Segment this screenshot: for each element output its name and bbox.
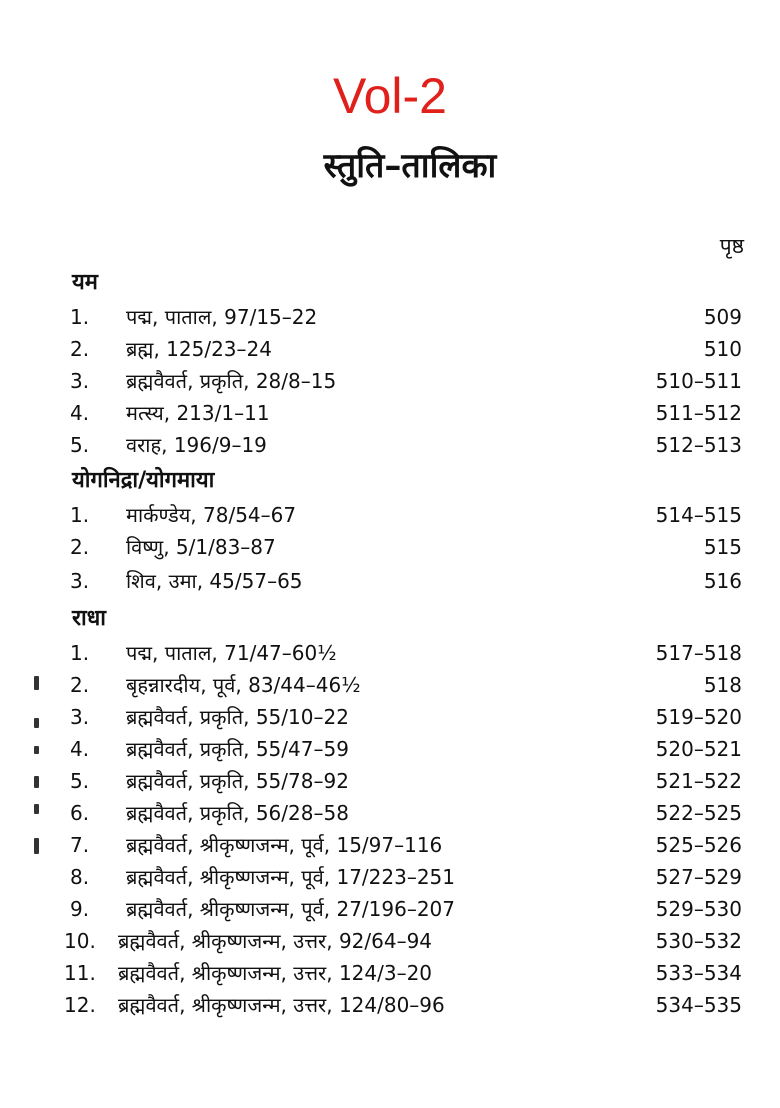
entry-number: 1. xyxy=(70,641,90,665)
margin-scan-marks xyxy=(30,672,46,862)
list-item xyxy=(70,398,742,428)
list-item xyxy=(70,430,742,460)
section-heading-radha: राधा xyxy=(72,606,106,631)
entry-number: 4. xyxy=(70,737,90,761)
entry-reference: ब्रह्मवैवर्त, श्रीकृष्णजन्म, पूर्व, 15/97–116 xyxy=(126,833,443,857)
list-item xyxy=(70,734,742,764)
page-title: स्तुति–तालिका xyxy=(323,146,497,186)
entry-number: 10. xyxy=(64,929,96,953)
entry-number: 2. xyxy=(70,337,90,361)
entry-page: 518 xyxy=(703,673,742,697)
entry-page: 529–530 xyxy=(655,897,742,921)
entry-reference: ब्रह्मवैवर्त, श्रीकृष्णजन्म, पूर्व, 17/223–251 xyxy=(126,865,455,889)
entry-reference: ब्रह्मवैवर्त, प्रकृति, 55/10–22 xyxy=(126,705,349,729)
page-column-header: पृष्ठ xyxy=(719,234,744,258)
entry-page: 516 xyxy=(703,569,742,593)
entry-page: 514–515 xyxy=(655,503,742,527)
entry-number: 1. xyxy=(70,503,90,527)
entry-number: 2. xyxy=(70,673,90,697)
entry-page: 530–532 xyxy=(655,929,742,953)
entry-page: 515 xyxy=(703,535,742,559)
entry-page: 510 xyxy=(703,337,742,361)
entry-number: 12. xyxy=(64,993,96,1017)
entry-reference: ब्रह्मवैवर्त, श्रीकृष्णजन्म, उत्तर, 92/64–94 xyxy=(118,929,433,953)
entry-page: 522–525 xyxy=(655,801,742,825)
entry-reference: पद्म, पाताल, 71/47–60½ xyxy=(126,641,337,665)
entry-reference: ब्रह्मवैवर्त, प्रकृति, 55/47–59 xyxy=(126,737,349,761)
entry-reference: ब्रह्मवैवर्त, प्रकृति, 28/8–15 xyxy=(126,369,337,393)
entry-number: 6. xyxy=(70,801,90,825)
list-item xyxy=(70,894,742,924)
entry-reference: मत्स्य, 213/1–11 xyxy=(126,401,270,425)
entry-page: 519–520 xyxy=(655,705,742,729)
entry-reference: ब्रह्मवैवर्त, प्रकृति, 55/78–92 xyxy=(126,769,349,793)
entry-reference: ब्रह्मवैवर्त, प्रकृति, 56/28–58 xyxy=(126,801,349,825)
list-item xyxy=(64,990,742,1020)
entry-reference: बृहन्नारदीय, पूर्व, 83/44–46½ xyxy=(126,673,361,697)
list-item xyxy=(70,830,742,860)
entry-number: 3. xyxy=(70,569,90,593)
entry-page: 527–529 xyxy=(655,865,742,889)
list-item xyxy=(70,366,742,396)
list-item xyxy=(70,302,742,332)
entry-number: 5. xyxy=(70,433,90,457)
entry-number: 4. xyxy=(70,401,90,425)
entry-page: 517–518 xyxy=(655,641,742,665)
entry-number: 9. xyxy=(70,897,90,921)
entry-page: 520–521 xyxy=(655,737,742,761)
entry-page: 525–526 xyxy=(655,833,742,857)
section-heading-yama: यम xyxy=(72,270,98,295)
list-item xyxy=(64,958,742,988)
entry-reference: शिव, उमा, 45/57–65 xyxy=(126,569,303,593)
entry-number: 1. xyxy=(70,305,90,329)
entry-reference: मार्कण्डेय, 78/54–67 xyxy=(126,503,297,527)
entry-page: 509 xyxy=(703,305,742,329)
entry-reference: ब्रह्मवैवर्त, श्रीकृष्णजन्म, पूर्व, 27/196–207 xyxy=(126,897,455,921)
entry-reference: पद्म, पाताल, 97/15–22 xyxy=(126,305,318,329)
entry-page: 511–512 xyxy=(655,401,742,425)
entry-number: 3. xyxy=(70,369,90,393)
list-item xyxy=(70,798,742,828)
entry-number: 8. xyxy=(70,865,90,889)
entry-page: 512–513 xyxy=(655,433,742,457)
entry-number: 5. xyxy=(70,769,90,793)
entry-page: 521–522 xyxy=(655,769,742,793)
entry-reference: ब्रह्म, 125/23–24 xyxy=(126,337,272,361)
entry-number: 11. xyxy=(64,961,96,985)
list-item xyxy=(70,638,742,668)
list-item xyxy=(70,500,742,530)
entry-page: 510–511 xyxy=(655,369,742,393)
entry-reference: ब्रह्मवैवर्त, श्रीकृष्णजन्म, उत्तर, 124/80–96 xyxy=(118,993,445,1017)
section-heading-yoganidra: योगनिद्रा/योगमाया xyxy=(72,468,215,493)
list-item xyxy=(64,926,742,956)
list-item xyxy=(70,702,742,732)
entry-reference: वराह, 196/9–19 xyxy=(126,433,267,457)
list-item xyxy=(70,566,742,596)
list-item xyxy=(70,766,742,796)
entry-reference: ब्रह्मवैवर्त, श्रीकृष्णजन्म, उत्तर, 124/3–20 xyxy=(118,961,433,985)
list-item xyxy=(70,334,742,364)
entry-number: 3. xyxy=(70,705,90,729)
list-item xyxy=(70,532,742,562)
list-item xyxy=(70,670,742,700)
entry-reference: विष्णु, 5/1/83–87 xyxy=(126,535,276,559)
volume-label: Vol-2 xyxy=(333,68,447,124)
entry-number: 7. xyxy=(70,833,90,857)
entry-page: 534–535 xyxy=(655,993,742,1017)
list-item xyxy=(70,862,742,892)
entry-page: 533–534 xyxy=(655,961,742,985)
entry-number: 2. xyxy=(70,535,90,559)
